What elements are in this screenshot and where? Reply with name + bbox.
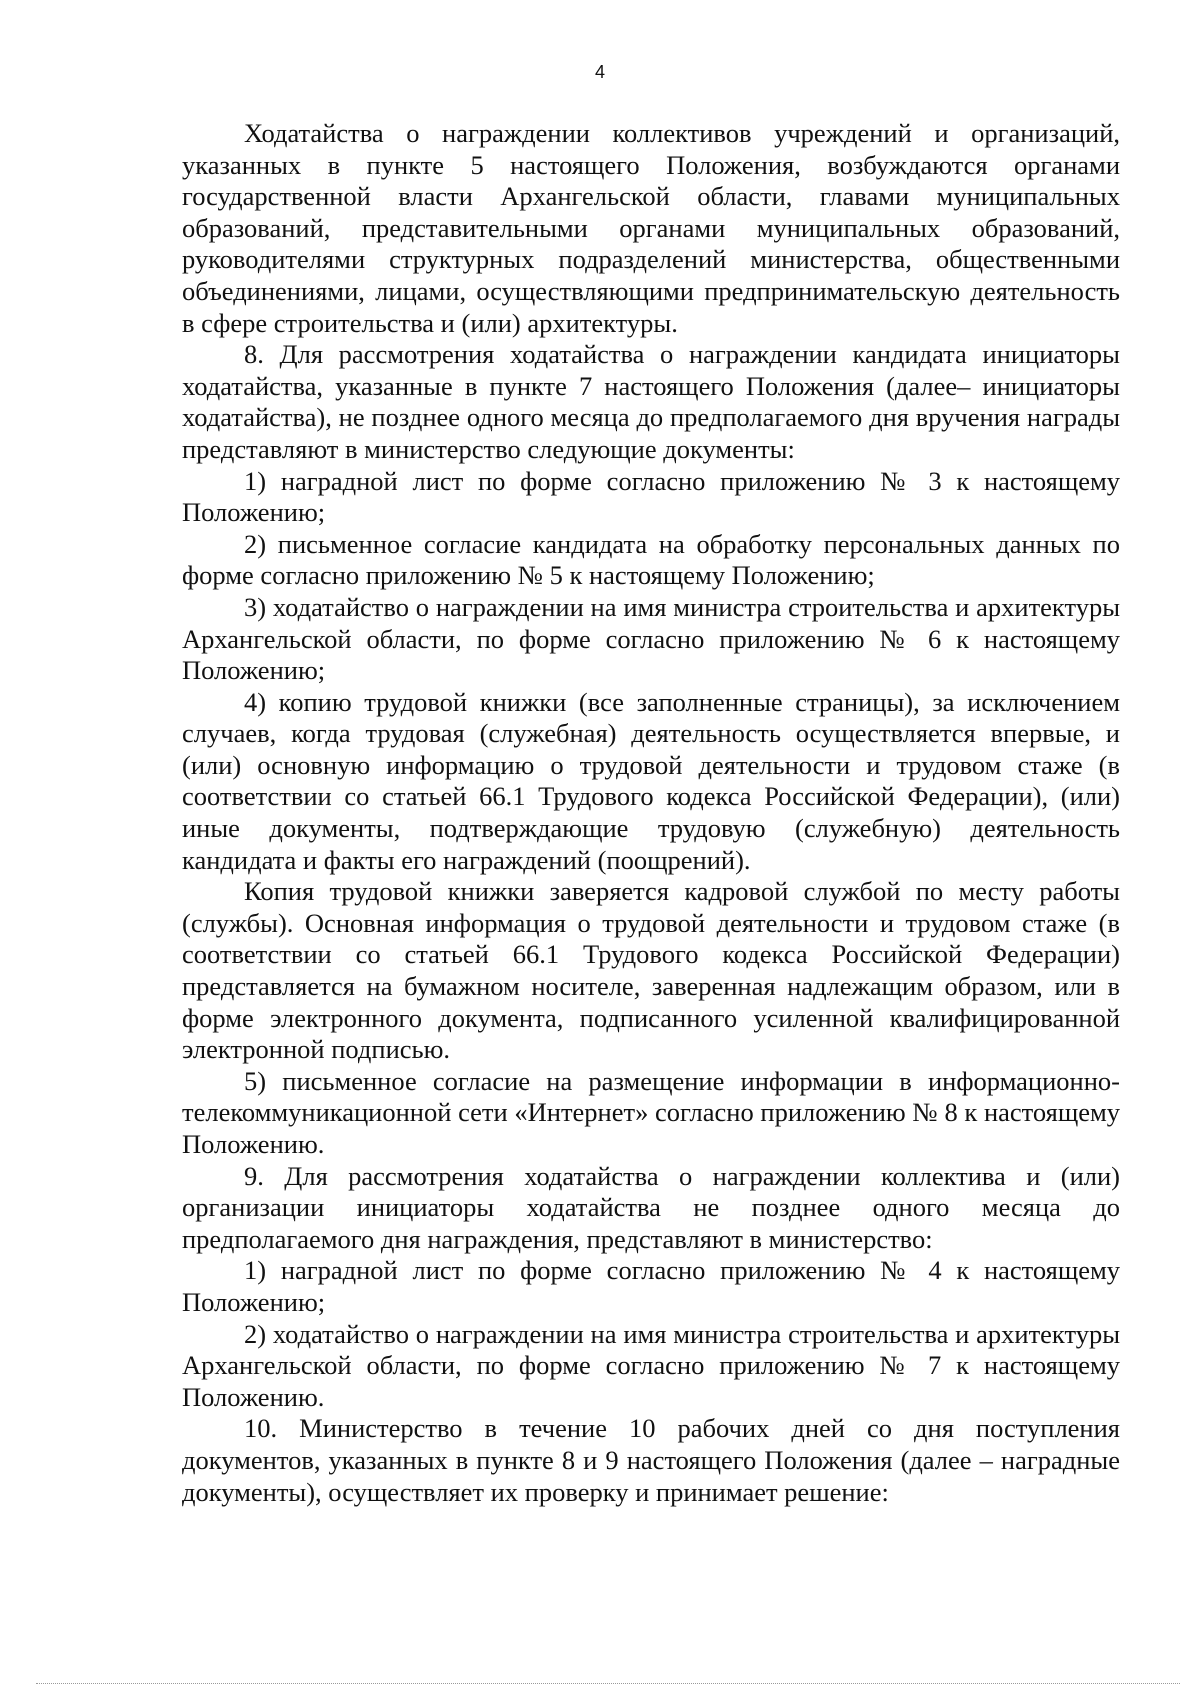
paragraph-item-9-1: 1) наградной лист по форме согласно приложению № 4 к настоящему Положению;: [182, 1255, 1120, 1317]
paragraph-item-9: 9. Для рассмотрения ходатайства о награждении коллектива и (или) организации инициаторы ходатайства не позднее одного месяца до предполагаемого дня награждения, представляют в министерство:: [182, 1160, 1120, 1254]
paragraph-item-9-2: 2) ходатайство о награждении на имя министра строительства и архитектуры Архангельской области, по форме согласно приложению № 7 к настоящему Положению.: [182, 1318, 1120, 1412]
page-number: 4: [594, 62, 605, 82]
scan-bottom-edge-line: [36, 1683, 1180, 1684]
paragraph-work-book-copy: Копия трудовой книжки заверяется кадровой службой по месту работы (службы). Основная информация о трудовой деятельности и трудовом стаже (в соответствии со статьей 66.1 Трудового кодекса Российской Федерации) представляется на бумажном носителе, заверенная надлежащим образом, или в форме электронного документа, подписанного усиленной квалифицированной электронной подписью.: [182, 876, 1120, 1065]
paragraph-item-8-1: 1) наградной лист по форме согласно приложению № 3 к настоящему Положению;: [182, 465, 1120, 528]
paragraph-item-8-4: 4) копию трудовой книжки (все заполненные страницы), за исключением случаев, когда трудовая (служебная) деятельность осуществляется впервые, и (или) основную информацию о трудовой деятельности и трудовом стаже (в соответствии со статьей 66.1 Трудового кодекса Российской Федерации), (или) иные документы, подтверждающие трудовую (служебную) деятельность кандидата и факты его награждений (поощрений).: [182, 686, 1120, 875]
paragraph-item-8: 8. Для рассмотрения ходатайства о награждении кандидата инициаторы ходатайства, указанные в пункте 7 настоящего Положения (далее– инициаторы ходатайства), не позднее одного месяца до предполагаемого дня вручения награды представляют в министерство следующие документы:: [182, 339, 1120, 464]
paragraph-item-8-3: 3) ходатайство о награждении на имя министра строительства и архитектуры Архангельской области, по форме согласно приложению № 6 к настоящему Положению;: [182, 591, 1120, 686]
paragraph-item-8-5: 5) письменное согласие на размещение информации в информационно-телекоммуникационной сети «Интернет» согласно приложению № 8 к настоящему Положению.: [182, 1065, 1120, 1159]
document-body: [182, 118, 1120, 1508]
paragraph-item-10: 10. Министерство в течение 10 рабочих дней со дня поступления документов, указанных в пункте 8 и 9 настоящего Положения (далее – наградные документы), осуществляет их проверку и принимает решение:: [182, 1413, 1120, 1507]
paragraph-item-8-2: 2) письменное согласие кандидата на обработку персональных данных по форме согласно приложению № 5 к настоящему Положению;: [182, 528, 1120, 591]
paragraph-petitions-collectives: Ходатайства о награждении коллективов учреждений и организаций, указанных в пункте 5 настоящего Положения, возбуждаются органами государственной власти Архангельской области, главами муниципальных образований, представительными органами муниципальных образований, руководителями структурных подразделений министерства, общественными объединениями, лицами, осуществляющими предпринимательскую деятельность в сфере строительства и (или) архитектуры.: [182, 118, 1120, 338]
